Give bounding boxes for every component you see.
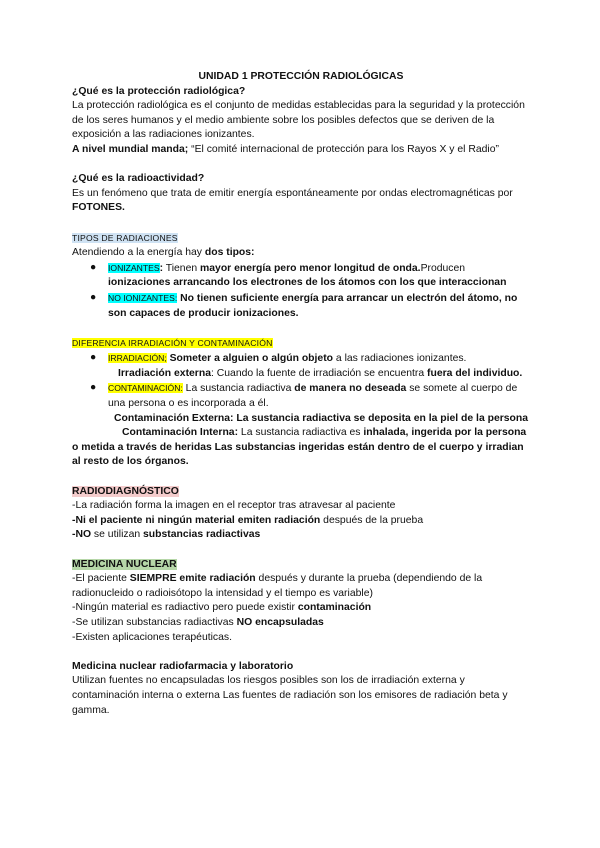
q1-lead [72,143,530,158]
diferencia-list-2 [72,381,530,411]
contaminacion-interna [72,426,530,470]
radio-line-2-bold: -Ni el paciente ni ningún material emiten radiación [72,514,321,526]
medicina-line-4: -Existen aplicaciones terapéuticas. [72,631,232,643]
contaminacion-text-3: se somete al cuerpo de una persona o es incorporada a él. [108,383,518,410]
medlab-text: Utilizan fuentes no encapsuladas los riesgos posibles son los de irradiación externa y contaminación interna o externa Las fuentes de radiación son los emisores de radiación beta y gamma. [72,675,508,716]
tipos-heading-text: TIPOS DE RADIACIONES [72,232,178,243]
irradiacion-externa [72,367,530,382]
no-ionizantes-tag: NO IONIZANTES: [108,292,178,303]
contaminacion-text-1: La sustancia radiactiva [182,383,295,395]
medicina-heading-text: MEDICINA NUCLEAR [72,558,177,570]
list-item [72,261,530,291]
contaminacion-externa: Contaminación Externa: La sustancia radiactiva se deposita en la piel de la persona [114,412,529,424]
medicina-line-2-b: contaminación [297,602,372,614]
radio-heading [72,485,530,500]
medicina-line-3-a: -Se utilizan substancias radiactivas [72,616,237,628]
document-page [72,70,530,718]
ionizantes-tag: IONIZANTES [108,262,160,273]
list-item [72,381,530,411]
q2-text [72,187,530,216]
medicina-line-1 [72,572,530,601]
q1-lead-rest: “El comité internacional de protección para los Rayos X y el Radio” [188,143,499,155]
contaminacion-text-2: de manera no deseada [294,383,407,395]
ionizantes-text-1: Tienen [163,262,201,274]
medicina-line-3-b: NO encapsuladas [236,616,324,628]
contaminacion-interna-bold: inhalada, ingerida por la persona o metida a través de heridas Las substancias ingeridas están dentro de el cuerpo y irradian al resto de los órganos. [72,427,527,468]
medicina-heading [72,558,530,573]
no-ionizantes-text: No tienen suficiente energía para arrancar un electrón del átomo, no son capaces de producir ionizaciones. [108,292,518,319]
radio-line-3-a: -NO [72,529,92,541]
tipos-intro-b: dos tipos: [204,247,255,259]
medicina-line-1-c: después y durante la prueba (dependiendo de la radionucleido o radioisótopo la intensidad y el tiempo es variable) [72,573,483,599]
ionizantes-colon: : [159,262,164,274]
medlab-heading: Medicina nuclear radiofarmacia y laboratorio [72,660,294,672]
q1-heading: ¿Qué es la protección radiológica? [72,85,246,97]
diferencia-heading [72,336,530,352]
list-item [72,291,530,321]
medicina-line-1-a: -El paciente [72,573,130,585]
medicina-line-1-b: SIEMPRE emite radiación [129,573,256,585]
ionizantes-text-4: ionizaciones arrancando los electrones de los átomos con los que interaccionan [108,277,507,289]
irradiacion-tag: IRRADIACIÓN; [108,353,167,364]
irradiacion-externa-label: Irradiación externa [118,367,211,379]
document-title: UNIDAD 1 PROTECCIÓN RADIOLÓGICAS [198,71,404,82]
medicina-line-3 [72,616,530,631]
bullet-icon: ● [90,261,97,273]
medicina-line-2-a: -Ningún material es radiactivo pero puede existir [72,602,298,614]
radio-line-3-b: se utilizan [91,529,144,541]
radio-line-2-rest: después de la prueba [320,514,424,526]
q2-text-b: FOTONES. [72,202,125,214]
diferencia-heading-text: DIFERENCIA IRRADIACIÓN Y CONTAMINACIÓN [72,337,273,348]
radio-line-2 [72,514,530,529]
tipos-intro-a: Atendiendo a la energía hay [72,247,205,259]
q2-heading: ¿Qué es la radioactividad? [72,173,205,185]
irradiacion-externa-text: : Cuando la fuente de irradiación se encuentra [210,367,428,379]
irradiacion-text-1: Someter a alguien o algún objeto [166,353,336,365]
bullet-icon: ● [90,382,97,394]
q1-lead-bold: A nivel mundial manda; [72,143,189,155]
bullet-icon: ● [90,291,97,303]
q1-text: La protección radiológica es el conjunto de medidas establecidas para la seguridad y la protección de los seres humanos y el medio ambiente sobre los posibles defectos que se deriven de la exposición a las radiaciones ionizantes. [72,100,525,141]
ionizantes-text-3: Producen [420,262,466,274]
irradiacion-externa-bold: fuera del individuo. [427,367,523,379]
medicina-line-2 [72,601,530,616]
ionizantes-text-2: mayor energía pero menor longitud de onda. [200,262,421,274]
contaminacion-interna-label: Contaminación Interna: [122,427,239,439]
tipos-intro [72,246,530,261]
radio-line-3-c: substancias radiactivas [143,529,261,541]
q2-text-a: Es un fenómeno que trata de emitir energía espontáneamente por ondas electromagnéticas por [72,187,513,199]
list-item [72,351,530,367]
radio-line-3 [72,528,530,543]
irradiacion-text-2: a las radiaciones ionizantes. [335,353,467,365]
contaminacion-tag: CONTAMINACIÓN: [108,383,183,394]
radio-heading-text: RADIODIAGNÓSTICO [72,485,179,497]
tipos-list [72,261,530,321]
diferencia-list [72,351,530,367]
tipos-heading [72,231,530,247]
radio-line-1: -La radiación forma la imagen en el receptor tras atravesar al paciente [72,500,396,512]
contaminacion-interna-text: La sustancia radiactiva es [238,427,364,439]
bullet-icon: ● [90,352,97,364]
